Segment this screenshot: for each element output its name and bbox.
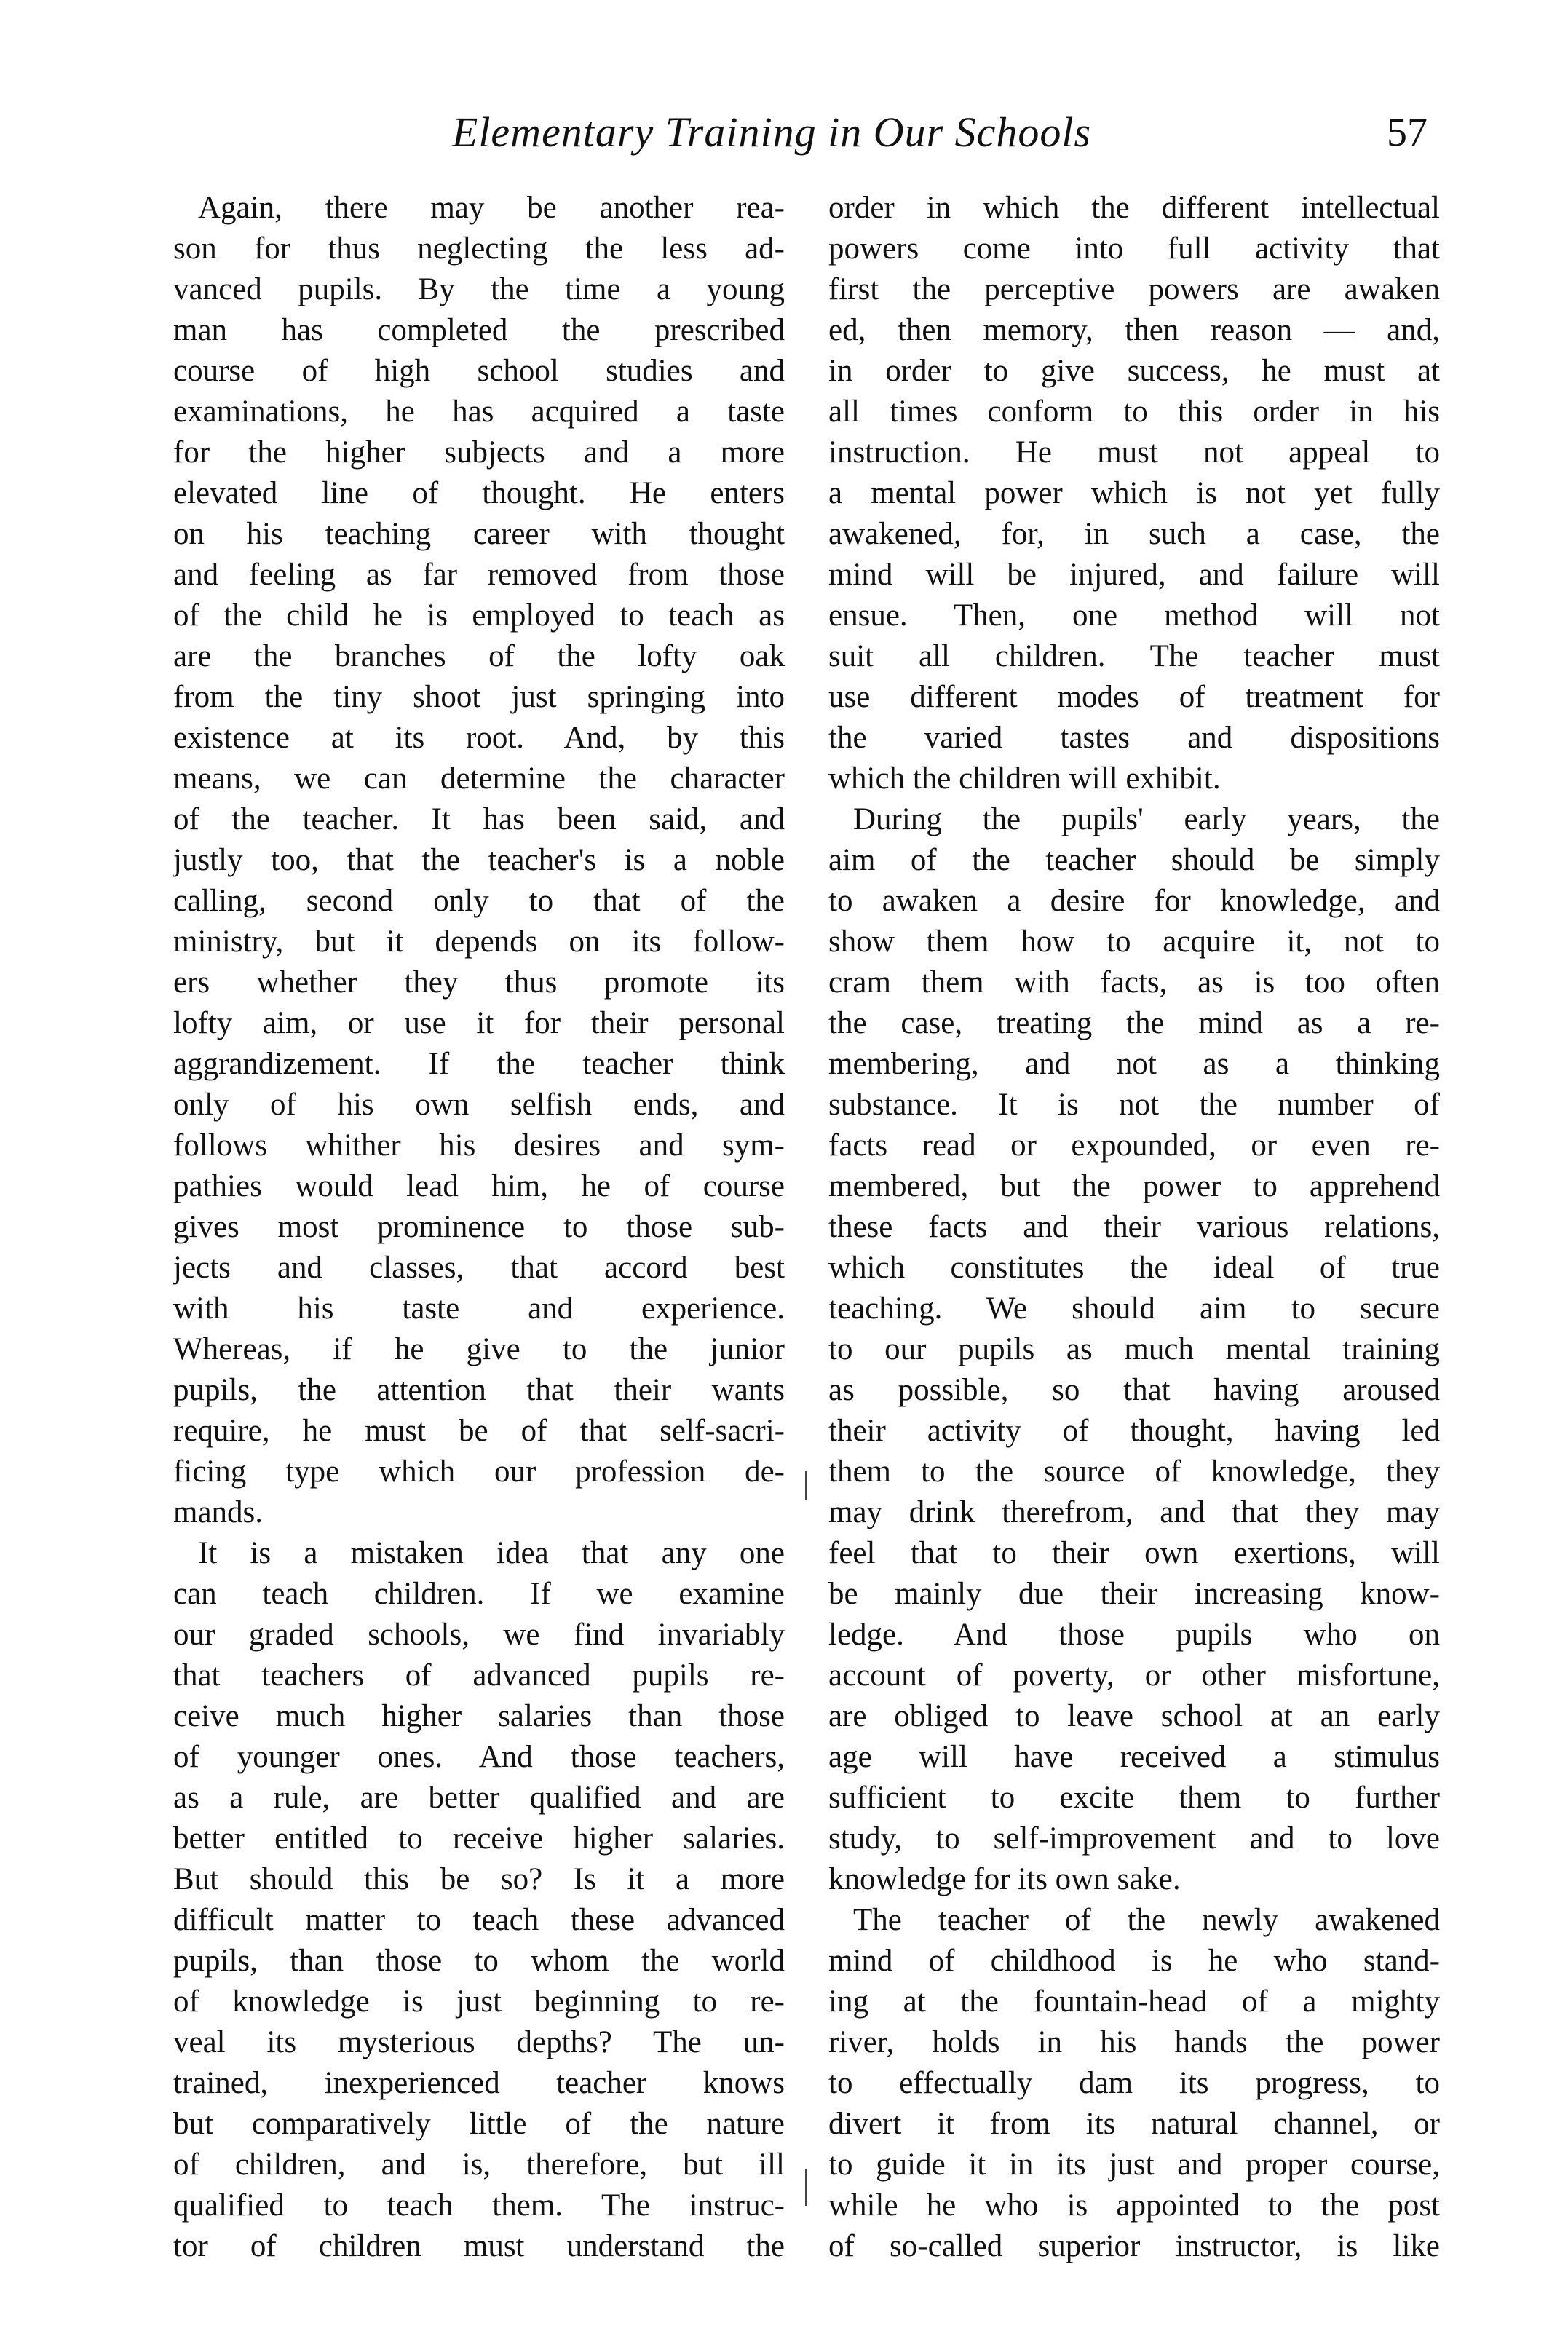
text-line: first the perceptive powers are awaken <box>828 272 1440 306</box>
text-line: from the tiny shoot just springing into <box>173 680 785 714</box>
text-line: ceive much higher salaries than those <box>173 1699 785 1733</box>
text-line: facts read or expounded, or even re- <box>828 1128 1440 1163</box>
page-number: 57 <box>1387 110 1428 155</box>
text-line: aggrandizement. If the teacher think <box>173 1047 785 1081</box>
text-line: feel that to their own exertions, will <box>828 1536 1440 1570</box>
text-line: pathies would lead him, he of course <box>173 1169 785 1203</box>
text-line: be mainly due their increasing know- <box>828 1577 1440 1611</box>
text-line: lofty aim, or use it for their personal <box>173 1006 785 1040</box>
text-line: During the pupils' early years, the <box>853 802 1440 836</box>
text-line: to awaken a desire for knowledge, and <box>828 884 1440 918</box>
left-column <box>173 188 785 2267</box>
text-line: Again, there may be another rea- <box>198 191 785 225</box>
text-line: aim of the teacher should be simply <box>828 843 1440 877</box>
text-line: The teacher of the newly awakened <box>853 1903 1440 1937</box>
text-line: a mental power which is not yet fully <box>828 476 1440 510</box>
text-line: as a rule, are better qualified and are <box>173 1781 785 1815</box>
text-line: of children, and is, therefore, but ill <box>173 2148 785 2182</box>
text-line: that teachers of advanced pupils re- <box>173 1658 785 1693</box>
text-line: suit all children. The teacher must <box>828 639 1440 673</box>
text-line: examinations, he has acquired a taste <box>173 395 785 429</box>
text-line: account of poverty, or other misfortune, <box>828 1658 1440 1693</box>
text-line: divert it from its natural channel, or <box>828 2107 1440 2141</box>
text-line: course of high school studies and <box>173 354 785 388</box>
text-line: pupils, the attention that their wants <box>173 1373 785 1407</box>
text-line: our graded schools, we find invariably <box>173 1618 785 1652</box>
text-line: age will have received a stimulus <box>828 1740 1440 1774</box>
text-line: as possible, so that having aroused <box>828 1373 1440 1407</box>
text-line: on his teaching career with thought <box>173 517 785 551</box>
text-line: mind will be injured, and failure will <box>828 558 1440 592</box>
text-line: use different modes of treatment for <box>828 680 1440 714</box>
text-line: of so-called superior instructor, is like <box>828 2229 1440 2263</box>
text-line: cram them with facts, as is too often <box>828 965 1440 1000</box>
text-line: justly too, that the teacher's is a noble <box>173 843 785 877</box>
text-line: ensue. Then, one method will not <box>828 598 1440 633</box>
text-line: may drink therefrom, and that they may <box>828 1495 1440 1529</box>
text-line: river, holds in his hands the power <box>828 2025 1440 2059</box>
text-line: teaching. We should aim to secure <box>828 1291 1440 1326</box>
text-line: ed, then memory, then reason — and, <box>828 313 1440 347</box>
text-line: require, he must be of that self-sacri- <box>173 1414 785 1448</box>
text-line: the case, treating the mind as a re- <box>828 1006 1440 1040</box>
running-title: Elementary Training in Our Schools <box>451 108 1092 156</box>
text-line: show them how to acquire it, not to <box>828 925 1440 959</box>
text-line: all times conform to this order in his <box>828 395 1440 429</box>
text-line: the varied tastes and dispositions <box>828 721 1440 755</box>
text-line: study, to self-improvement and to love <box>828 1821 1440 1856</box>
text-line: of the teacher. It has been said, and <box>173 802 785 836</box>
text-line: gives most prominence to those sub- <box>173 1210 785 1244</box>
text-line: ficing type which our profession de- <box>173 1454 785 1489</box>
text-line: which the children will exhibit. <box>828 761 1221 796</box>
gutter-mark <box>805 2169 807 2206</box>
text-line: Whereas, if he give to the junior <box>173 1332 785 1366</box>
text-line: awakened, for, in such a case, the <box>828 517 1440 551</box>
text-line: difficult matter to teach these advanced <box>173 1903 785 1937</box>
text-line: vanced pupils. By the time a young <box>173 272 785 306</box>
text-line: to guide it in its just and proper course, <box>828 2148 1440 2182</box>
text-line: sufficient to excite them to further <box>828 1781 1440 1815</box>
text-line: existence at its root. And, by this <box>173 721 785 755</box>
text-line: membered, but the power to apprehend <box>828 1169 1440 1203</box>
text-line: with his taste and experience. <box>173 1291 785 1326</box>
text-line: ledge. And those pupils who on <box>828 1618 1440 1652</box>
text-line: for the higher subjects and a more <box>173 435 785 470</box>
text-line: to our pupils as much mental training <box>828 1332 1440 1366</box>
text-line: It is a mistaken idea that any one <box>198 1536 785 1570</box>
gutter-mark <box>805 1471 807 1500</box>
text-line: means, we can determine the character <box>173 761 785 796</box>
text-line: only of his own selfish ends, and <box>173 1088 785 1122</box>
text-line: of knowledge is just beginning to re- <box>173 1984 785 2019</box>
text-line: are obliged to leave school at an early <box>828 1699 1440 1733</box>
text-line: follows whither his desires and sym- <box>173 1128 785 1163</box>
text-line: are the branches of the lofty oak <box>173 639 785 673</box>
text-line: of younger ones. And those teachers, <box>173 1740 785 1774</box>
text-line: mind of childhood is he who stand- <box>828 1944 1440 1978</box>
text-line: which constitutes the ideal of true <box>828 1251 1440 1285</box>
text-line: order in which the different intellectual <box>828 191 1440 225</box>
text-line: man has completed the prescribed <box>173 313 785 347</box>
text-line: better entitled to receive higher salaries. <box>173 1821 785 1856</box>
text-line: to effectually dam its progress, to <box>828 2066 1440 2100</box>
text-line: their activity of thought, having led <box>828 1414 1440 1448</box>
text-line: ers whether they thus promote its <box>173 965 785 1000</box>
text-line: can teach children. If we examine <box>173 1577 785 1611</box>
text-line: ing at the fountain-head of a mighty <box>828 1984 1440 2019</box>
text-line: mands. <box>173 1495 264 1529</box>
text-line: powers come into full activity that <box>828 231 1440 266</box>
text-line: in order to give success, he must at <box>828 354 1440 388</box>
text-line: elevated line of thought. He enters <box>173 476 785 510</box>
text-line: and feeling as far removed from those <box>173 558 785 592</box>
text-line: veal its mysterious depths? The un- <box>173 2025 785 2059</box>
text-line: them to the source of knowledge, they <box>828 1454 1440 1489</box>
right-column <box>828 188 1440 2267</box>
text-line: son for thus neglecting the less ad- <box>173 231 785 266</box>
text-line: of the child he is employed to teach as <box>173 598 785 633</box>
text-line: qualified to teach them. The instruc- <box>173 2188 785 2223</box>
text-line: tor of children must understand the <box>173 2229 785 2263</box>
text-line: membering, and not as a thinking <box>828 1047 1440 1081</box>
text-line: calling, second only to that of the <box>173 884 785 918</box>
text-line: substance. It is not the number of <box>828 1088 1440 1122</box>
text-line: but comparatively little of the nature <box>173 2107 785 2141</box>
text-line: jects and classes, that accord best <box>173 1251 785 1285</box>
text-line: knowledge for its own sake. <box>828 1862 1181 1896</box>
text-line: pupils, than those to whom the world <box>173 1944 785 1978</box>
text-line: trained, inexperienced teacher knows <box>173 2066 785 2100</box>
text-line: while he who is appointed to the post <box>828 2188 1440 2223</box>
text-line: But should this be so? Is it a more <box>173 1862 785 1896</box>
text-line: instruction. He must not appeal to <box>828 435 1440 470</box>
text-line: ministry, but it depends on its follow- <box>173 925 785 959</box>
text-line: these facts and their various relations, <box>828 1210 1440 1244</box>
